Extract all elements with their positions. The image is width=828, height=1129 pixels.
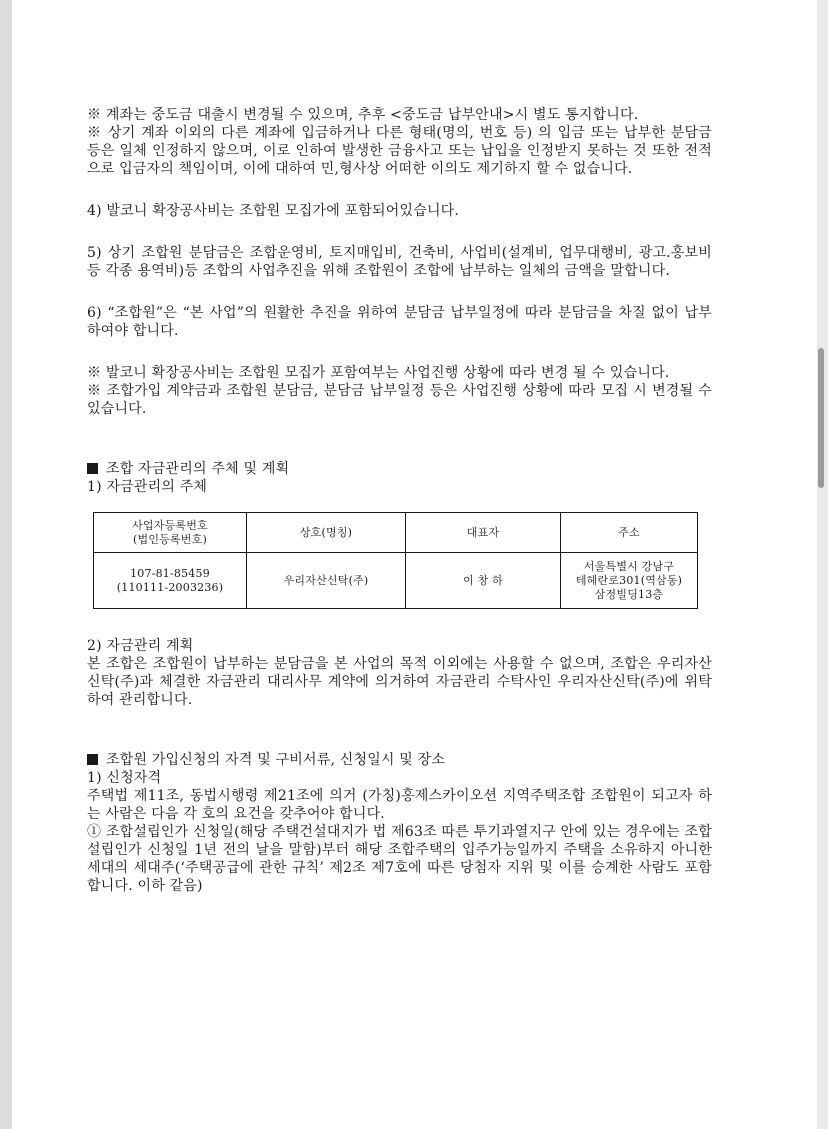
- table-cell-regno: 107-81-85459 (110111-2003236): [94, 553, 247, 609]
- note-balcony-change: ※ 발코니 확장공사비는 조합원 모집가 포함여부는 사업진행 상황에 따라 변경 될 수 있습니다.: [87, 365, 670, 381]
- square-bullet-icon: [87, 754, 98, 765]
- document-page: [12, 0, 817, 1129]
- scrollbar-thumb[interactable]: [818, 348, 824, 488]
- note-other-account: ※ 상기 계좌 이외의 다른 계좌에 입금하거나 다른 형태(명의, 번호 등) 의 입금 또는 납부한 분담금 등은 일체 인정하지 않으며, 이로 인하여 발생한 금융사고 또는 납입을 인정받지 못하는 것 또한 전적으로 입금자의 책임이며, 이에 대하여 민,형사상 어떠한 이의도 제기하지 할 수 없습니다.: [87, 125, 712, 177]
- item-4-balcony: 4) 발코니 확장공사비는 조합원 모집가에 포함되어있습니다.: [87, 203, 460, 219]
- item-6-payment: 6) “조합원”은 “본 사업”의 원활한 추진을 위하여 분담금 납부일정에 따라 분담금을 차질 없이 납부하여야 합니다.: [87, 305, 712, 339]
- item-5-contribution: 5) 상기 조합원 분담금은 조합운영비, 토지매입비, 건축비, 사업비(설계비, 업무대행비, 광고.홍보비 등 각종 용역비)등 조합의 사업추진을 위해 조합원이 조합에 납부하는 일체의 금액을 말합니다.: [87, 245, 712, 279]
- note-account-change: ※ 계좌는 중도금 대출시 변경될 수 있으며, 추후 <중도금 납부안내>시 별도 통지합니다.: [87, 107, 639, 123]
- table-header-cell: 사업자등록번호 (법인등록번호): [94, 513, 247, 553]
- fund-sub-2: 2) 자금관리 계획: [87, 638, 194, 654]
- join-intro: 주택법 제11조, 동법시행령 제21조에 의거 (가칭)홍제스카이오션 지역주택조합 조합원이 되고자 하는 사람은 다음 각 호의 요건을 갖추어야 합니다.: [87, 788, 712, 822]
- scrollbar-track[interactable]: [818, 0, 824, 1129]
- fund-sub-1: 1) 자금관리의 주체: [87, 479, 208, 495]
- fund-manager-table: [93, 512, 698, 609]
- square-bullet-icon: [87, 463, 98, 474]
- table-header-cell: 상호(명칭): [247, 513, 406, 553]
- table-header-row: [94, 513, 698, 553]
- join-sub-1: 1) 신청자격: [87, 770, 162, 786]
- note-contract-change: ※ 조합가입 계약금과 조합원 분담금, 분담금 납부일정 등은 사업진행 상황에 따라 모집 시 변경될 수 있습니다.: [87, 383, 712, 417]
- table-row: [94, 553, 698, 609]
- fund-plan-text: 본 조합은 조합원이 납부하는 분담금을 본 사업의 목적 이외에는 사용할 수 없으며, 조합은 우리자산신탁(주)과 체결한 자금관리 대리사무 계약에 의거하여 자금관리 수탁사인 우리자산신탁(주)에 위탁하여 관리합니다.: [87, 656, 712, 708]
- table-cell-name: 우리자산신탁(주): [247, 553, 406, 609]
- section-heading-fund: 조합 자금관리의 주체 및 계획: [87, 460, 712, 478]
- viewer-margin: [0, 0, 12, 1129]
- table-header-cell: 대표자: [406, 513, 561, 553]
- join-condition-1: ① 조합설립인가 신청일(해당 주택건설대지가 법 제63조 따른 투기과열지구 안에 있는 경우에는 조합설립인가 신청일 1년 전의 날을 말함)부터 해당 조합주택의 입주가능일까지 주택을 소유하지 아니한 세대의 세대주(‘주택공급에 관한 규칙’ 제2조 제7호에 따른 당첨자 지위 및 이를 승계한 사람도 포함합니다. 이하 같음): [87, 824, 712, 894]
- table-cell-rep: 이 창 하: [406, 553, 561, 609]
- table-header-cell: 주소: [561, 513, 698, 553]
- document-content: [87, 106, 712, 895]
- section-heading-join: 조합원 가입신청의 자격 및 구비서류, 신청일시 및 장소: [87, 751, 712, 769]
- table-cell-address: 서울특별시 강남구 테헤란로301(역삼동) 삼정빌딩13층: [561, 553, 698, 609]
